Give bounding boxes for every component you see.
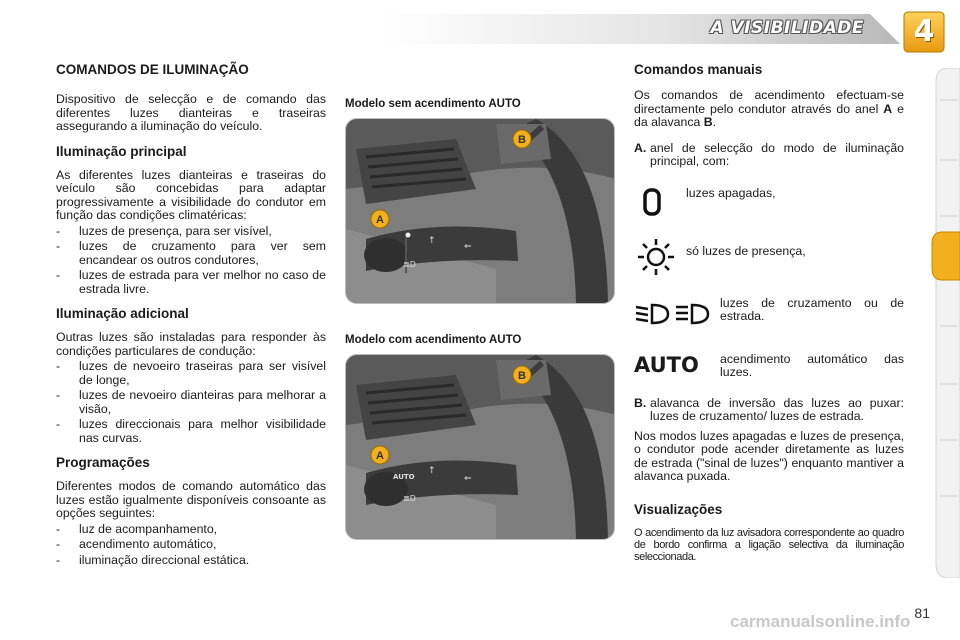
svg-text:⇐: ⇐ [464,242,472,252]
lights-off-icon [634,187,674,219]
legend-text: luzes de cruzamento ou de estrada. [720,295,904,323]
middle-column [345,98,615,540]
svg-text:≣D: ≣D [403,494,416,503]
additional-lighting-list [56,360,326,445]
figure-caption-auto: Modelo com acendimento AUTO [345,334,522,346]
main-lighting-text: As diferentes luzes dianteiras e traseiras do veículo são concebidas para adaptar progressivamente a visibilidade do condutor em função das condições climatéricas: [56,167,326,222]
page-header [0,0,960,60]
svg-text:↑: ↑ [428,466,436,476]
callout-a: A [376,450,384,462]
index-tab-strip [928,68,960,578]
callout-b: B [518,370,526,382]
svg-text:⇐: ⇐ [464,474,472,484]
main-lighting-title: Iluminação principal [56,143,187,159]
additional-lighting-title: Iluminação adicional [56,306,189,321]
chapter-index-tabs [928,68,960,578]
stalk-illustration-auto [346,355,615,540]
left-column [56,58,326,567]
auto-lights-icon: AUTO [634,352,699,377]
stalk-figure-auto [345,354,615,540]
legend-dipped-main-beam [634,291,904,347]
svg-text:≣D: ≣D [403,260,416,269]
list-item: - luzes de presença, para ser visível, [56,223,272,238]
auto-label: AUTO [393,473,415,481]
list-item: - luz de acompanhamento, [56,521,218,536]
additional-lighting-text: Outras luzes são instaladas para responder às condições particulares de condução: [56,330,326,358]
legend-text: acendimento automático das luzes. [720,351,904,379]
intro-paragraph: Dispositivo de selecção e de comando das diferentes luzes dianteiras e traseiras assegurando a iluminação do veículo. [56,92,326,133]
stalk-illustration [346,119,615,304]
main-lighting-list [56,225,326,297]
legend-lights-off [634,179,904,231]
svg-text:↑: ↑ [428,236,436,246]
callout-a: A [376,214,384,226]
programming-title: Programações [56,455,150,470]
modes-paragraph: Nos modos luzes apagadas e luzes de presença, o condutor pode acender diretamente as luzes de estrada ("sinal de luzes") enquanto mantiver a alavanca puxada. [634,428,904,483]
manual-controls-title: Comandos manuais [634,62,763,77]
displays-text: O acendimento da luz avisadora correspondente ao quadro de bordo confirma a ligação selectiva da iluminação seleccionada. [634,526,904,563]
list-item: - luzes direccionais para melhor visibilidade nas curvas. [56,417,326,445]
chapter-number: 4 [913,14,935,49]
side-lights-icon [634,237,678,277]
legend-text: só luzes de presença, [686,243,806,258]
list-item: - iluminação direccional estática. [56,552,250,567]
list-item: - luzes de cruzamento para ver sem encandear os outros condutores, [56,239,326,267]
list-item: - luzes de estrada para ver melhor no caso de estrada livre. [56,268,326,296]
legend-text: luzes apagadas, [686,185,776,200]
definition-b: B. alavanca de inversão das luzes ao puxar: luzes de cruzamento/ luzes de estrada. [634,395,904,423]
page-number: 81 [914,605,930,621]
chapter-title: A VISIBILIDADE [710,18,864,38]
figure-caption-no-auto: Modelo sem acendimento AUTO [345,98,521,110]
legend-side-lights [634,231,904,291]
programming-list [56,523,326,568]
dipped-main-beam-icon [634,299,714,329]
stalk-figure-no-auto [345,118,615,304]
list-item: - luzes de nevoeiro dianteiras para melhorar a visão, [56,388,326,416]
watermark: carmanualsonline.info [730,612,911,631]
definition-a: A. anel de selecção do modo de iluminação principal, com: [634,140,904,168]
section-heading: COMANDOS DE ILUMINAÇÃO [56,62,249,77]
legend-auto-lights [634,347,904,397]
list-item: - luzes de nevoeiro traseiras para ser visível de longe, [56,359,326,387]
manual-controls-intro: Os comandos de acendimento efectuam-se directamente pelo condutor através do anel A e da alavanca B. [634,88,904,129]
programming-text: Diferentes modos de comando automático das luzes estão igualmente disponíveis consoante as opções seguintes: [56,479,326,520]
list-item: - acendimento automático, [56,537,217,551]
callout-b: B [518,134,526,146]
displays-title: Visualizações [634,501,723,517]
right-column [634,58,904,563]
